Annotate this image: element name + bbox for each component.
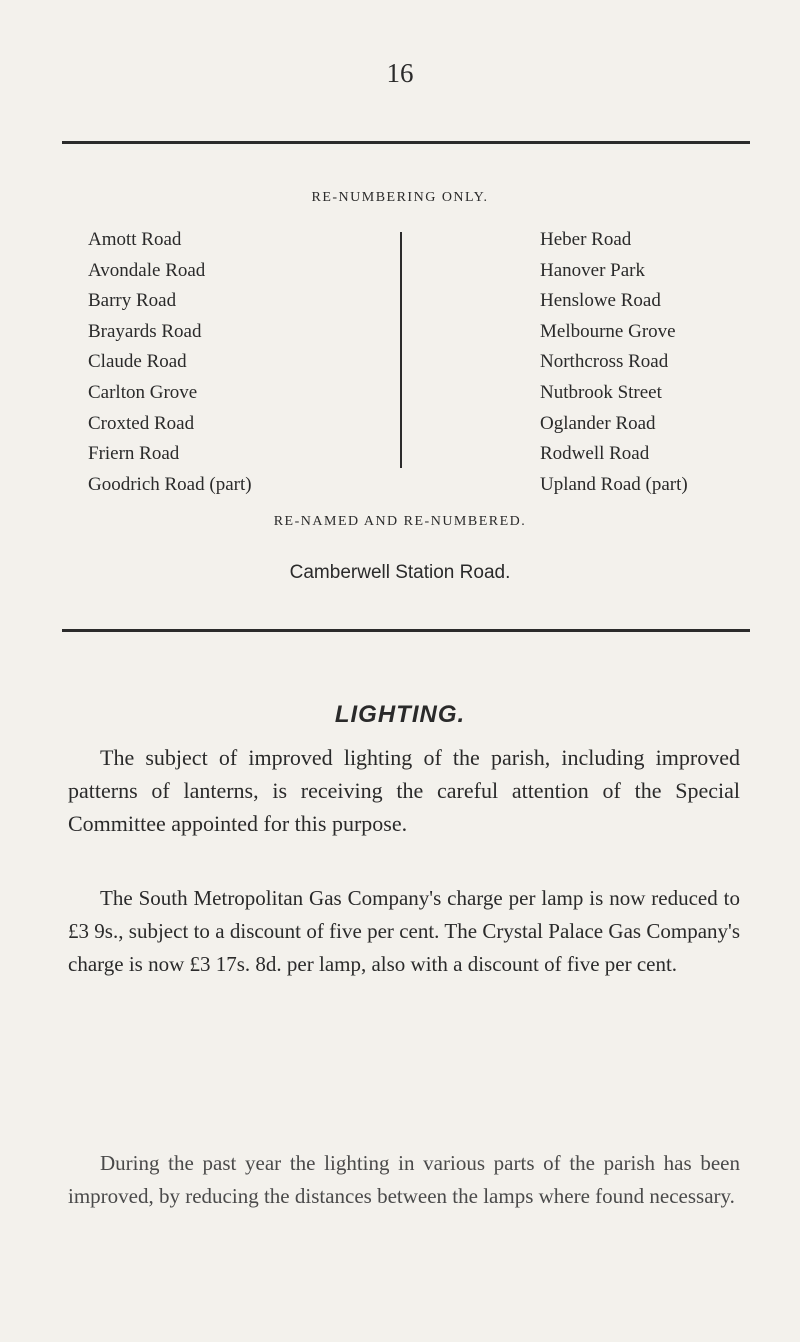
- top-rule: [62, 141, 750, 144]
- page-number: 16: [386, 58, 414, 88]
- renamed-heading: RE-NAMED AND RE-NUMBERED.: [273, 514, 527, 529]
- street-name: Hanover Park: [540, 259, 645, 281]
- lighting-paragraph: The South Metropolitan Gas Company's charge per lamp is now reduced to £3 9s., subject to a discount of five per cent. The Crystal Palace Gas Company's charge is now £3 17s. 8d. per lamp, also with a discount of five per cent.: [68, 886, 740, 976]
- street-name: Avondale Road: [88, 259, 206, 281]
- lighting-paragraph: The subject of improved lighting of the parish, including improved patterns of lanterns, is receiving the careful attention of the Special Committee appointed for this purpose.: [68, 745, 740, 836]
- renumbering-heading: RE-NUMBERING ONLY.: [311, 190, 489, 205]
- street-name: Northcross Road: [540, 351, 669, 373]
- street-name: Croxted Road: [88, 412, 195, 434]
- street-name: Heber Road: [540, 229, 632, 250]
- street-name: Melbourne Grove: [540, 320, 676, 342]
- street-name: Henslowe Road: [540, 290, 661, 312]
- renumbering-left-column: [88, 229, 252, 504]
- lighting-paragraph: During the past year the lighting in various parts of the parish has been improved, by reducing the distances between the lamps where found necessary.: [68, 1151, 740, 1208]
- street-name: Friern Road: [88, 443, 180, 465]
- street-name: Brayards Road: [88, 320, 202, 342]
- street-name: Nutbrook Street: [540, 381, 662, 403]
- lighting-title: LIGHTING.: [334, 701, 466, 728]
- street-name: Goodrich Road (part): [88, 473, 252, 495]
- bottom-rule: [62, 629, 750, 632]
- street-name: Carlton Grove: [88, 381, 198, 403]
- renamed-street: Camberwell Station Road.: [289, 562, 511, 583]
- street-name: Amott Road: [88, 229, 182, 250]
- street-name: Oglander Road: [540, 412, 656, 434]
- street-name: Upland Road (part): [540, 473, 688, 495]
- renumbering-right-column: [540, 229, 688, 504]
- street-name: Claude Road: [88, 351, 187, 373]
- street-name: Rodwell Road: [540, 443, 650, 465]
- column-divider: [400, 232, 402, 468]
- street-name: Barry Road: [88, 290, 177, 312]
